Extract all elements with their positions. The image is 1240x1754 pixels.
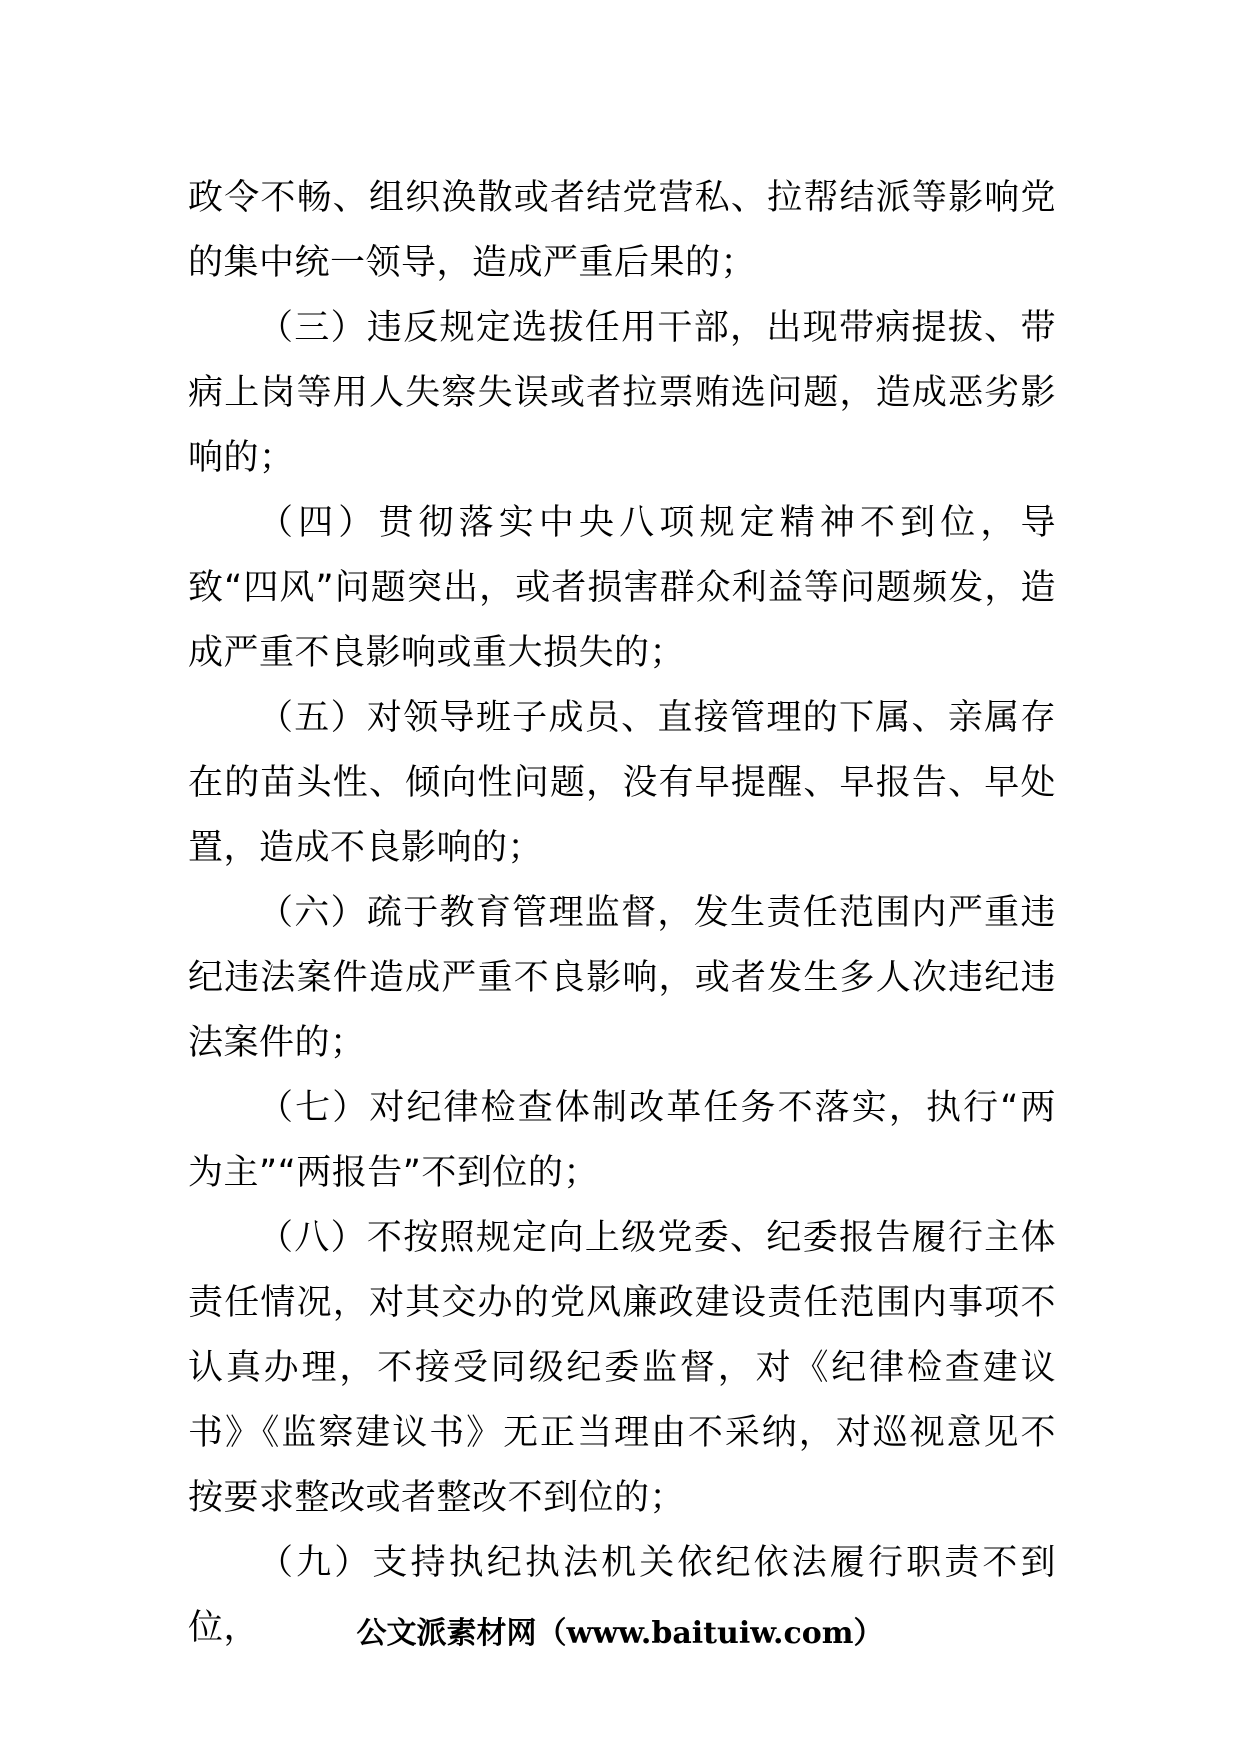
paragraph-continuation: 政令不畅、组织涣散或者结党营私、拉帮结派等影响党的集中统一领导，造成严重后果的； bbox=[188, 178, 1056, 283]
paragraph-item-9: （九）支持执纪执法机关依纪依法履行职责不到位， bbox=[188, 1543, 1056, 1648]
paragraph-item-8: （八）不按照规定向上级党委、纪委报告履行主体责任情况，对其交办的党风廉政建设责任范围内事项不认真办理，不接受同级纪委监督，对《纪律检查建议书》《监察建议书》无正当理由不采纳，对巡视意见不按要求整改或者整改不到位的； bbox=[188, 1218, 1056, 1518]
paragraph-item-4: （四）贯彻落实中央八项规定精神不到位，导致“四风”问题突出，或者损害群众利益等问题频发，造成严重不良影响或重大损失的； bbox=[188, 503, 1056, 673]
paragraph-item-3: （三）违反规定选拔任用干部，出现带病提拔、带病上岗等用人失察失误或者拉票贿选问题，造成恶劣影响的； bbox=[188, 308, 1056, 478]
document-body bbox=[188, 166, 1056, 1661]
footer-watermark: 公文派素材网（www.baituiw.com） bbox=[356, 1616, 884, 1651]
paragraph-item-7: （七）对纪律检查体制改革任务不落实，执行“两为主”“两报告”不到位的； bbox=[188, 1088, 1056, 1193]
paragraph-item-5: （五）对领导班子成员、直接管理的下属、亲属存在的苗头性、倾向性问题，没有早提醒、早报告、早处置，造成不良影响的； bbox=[188, 698, 1056, 868]
paragraph-item-6: （六）疏于教育管理监督，发生责任范围内严重违纪违法案件造成严重不良影响，或者发生多人次违纪违法案件的； bbox=[188, 893, 1056, 1063]
